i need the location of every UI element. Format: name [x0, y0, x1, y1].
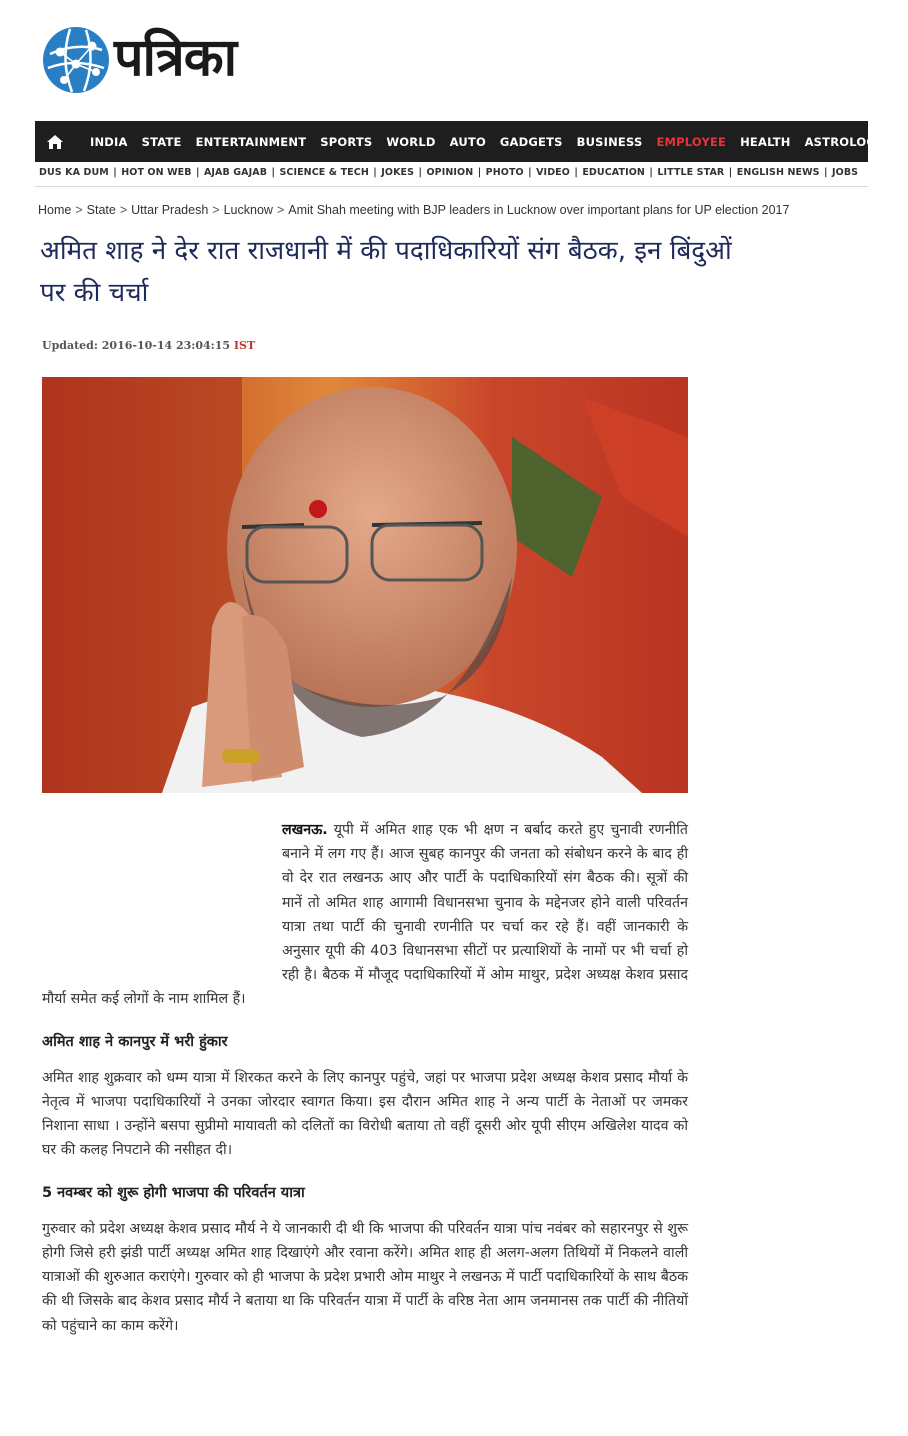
nav-item-entertainment[interactable]: ENTERTAINMENT [195, 134, 307, 149]
nav-item-sports[interactable]: SPORTS [320, 134, 373, 149]
breadcrumb: Home > State > Uttar Pradesh > Lucknow > Amit Shah meeting with BJP leaders in Lucknow over important plans for UP election 2017 [38, 203, 790, 217]
subnav-item-photo[interactable]: PHOTO [485, 167, 524, 178]
subnav-item-ajab-gajab[interactable]: AJAB GAJAB [203, 167, 268, 178]
nav-item-employee[interactable]: EMPLOYEE [656, 134, 727, 149]
subnav-item-english-news[interactable]: ENGLISH NEWS [736, 167, 820, 178]
dateline: लखनऊ. [282, 822, 328, 838]
subnav-item-little-star[interactable]: LITTLE STAR [657, 167, 725, 178]
nav-item-india[interactable]: INDIA [90, 134, 128, 149]
article-hero-image [42, 377, 688, 793]
subnav-item-education[interactable]: EDUCATION [582, 167, 645, 178]
breadcrumb-uttar-pradesh[interactable]: Uttar Pradesh [131, 203, 209, 217]
main-nav [35, 121, 885, 162]
lead-text: यूपी में अमित शाह एक भी क्षण न बर्बाद करते हुए चुनावी रणनीति बनाने में लग गए हैं। आज सुबह कानपुर की जनता को संबोधन करने के बाद ही वो देर रात लखनऊ आए और पार्टी के पदाधिकारियों संग बैठक की। सूत्रों की मानें तो अमित शाह आगामी विधानसभा चुनाव के मद्देनजर होने वाली परिवर्तन यात्रा तथा पार्टी की चुनावी रणनीति पर चर्चा कर रहे हैं। वहीं जानकारी के अनुसार यूपी की 403 विधानसभा सीटों पर प्रत्याशियों के नामों पर भी चर्चा हो रही है। बैठक में मौजूद पदाधिकारियों में ओम माथुर, प्रदेश अध्यक्ष केशव प्रसाद मौर्या समेत कई लोगों के नाम शामिल हैं। [42, 822, 688, 1008]
paragraph-kanpur: अमित शाह शुक्रवार को धम्म यात्रा में शिरकत करने के लिए कानपुर पहुंचे, जहां पर भाजपा प्रदेश अध्यक्ष केशव प्रसाद मौर्या के नेतृत्व में भाजपा पदाधिकारियों ने उनका जोरदार स्वागत किया। इस दौरान अमित शाह ने अन्य पार्टी के नेताओं पर जमकर निशाना साधा । उन्होंने बसपा सुप्रीमो मायावती को दलितों का विरोधी बताया तो वहीं दूसरी ओर यूपी सीएम अखिलेश यादव को घर की कलह निपटाने की नसीहत दी। [42, 1069, 688, 1159]
hero-photo [42, 377, 688, 793]
nav-item-state[interactable]: STATE [141, 134, 182, 149]
nav-item-gadgets[interactable]: GADGETS [499, 134, 563, 149]
site-logo[interactable] [40, 24, 300, 96]
subnav-item-dus-ka-dum[interactable]: DUS KA DUM [39, 167, 109, 178]
home-icon [46, 134, 64, 150]
breadcrumb-state[interactable]: State [86, 203, 116, 217]
breadcrumb-current: Amit Shah meeting with BJP leaders in Lucknow over important plans for UP election 2017 [288, 203, 790, 217]
paragraph-yatra: गुरुवार को प्रदेश अध्यक्ष केशव प्रसाद मौर्य ने ये जानकारी दी थी कि भाजपा की परिवर्तन यात्रा पांच नवंबर को सहारनपुर से शुरू होगी जिसे हरी झंडी पार्टी अध्यक्ष अमित शाह दिखाएंगे और रवाना करेंगे। अमित शाह ही अलग-अलग तिथियों में निकलने वाली यात्राओं की शुरुआत कराएंगे। गुरुवार को ही भाजपा के प्रदेश प्रभारी ओम माथुर ने लखनऊ में पार्टी पदाधिकारियों के साथ बैठक की थी जिसके बाद केशव प्रसाद मौर्य ने बताया था कि परिवर्तन यात्रा में पार्टी के वरिष्ठ नेता आम जनमानस तक पार्टी की नीतियों को पहुंचाने का काम करेंगे। [42, 1220, 688, 1334]
timezone: IST [233, 339, 256, 352]
article-headline: अमित शाह ने देर रात राजधानी में की पदाधिकारियों संग बैठक, इन बिंदुओं पर की चर्चा [40, 236, 732, 308]
subheading-kanpur: अमित शाह ने कानपुर में भरी हुंकार [42, 1033, 228, 1050]
nav-home[interactable] [35, 121, 75, 162]
nav-item-astrology[interactable]: ASTROLOGY [804, 134, 885, 149]
sub-nav: DUS KA DUM | HOT ON WEB | AJAB GAJAB | SCIENCE & TECH | JOKES | OPINION | PHOTO | VIDEO | EDUCATION | LITTLE STAR | ENGLISH NEWS | JOBS [35, 164, 868, 187]
globe-icon [40, 24, 112, 96]
logo-wordmark: पत्रिका [114, 28, 237, 88]
updated-value: 2016-10-14 23:04:15 [101, 339, 231, 352]
updated-timestamp [42, 339, 255, 352]
subnav-item-video[interactable]: VIDEO [536, 167, 570, 178]
subnav-item-opinion[interactable]: OPINION [426, 167, 474, 178]
subnav-item-jokes[interactable]: JOKES [381, 167, 415, 178]
subnav-item-hot-on-web[interactable]: HOT ON WEB [121, 167, 192, 178]
breadcrumb-lucknow[interactable]: Lucknow [223, 203, 273, 217]
nav-item-health[interactable]: HEALTH [740, 134, 791, 149]
subnav-item-jobs[interactable]: JOBS [832, 167, 859, 178]
updated-label: Updated: [42, 339, 98, 352]
nav-item-auto[interactable]: AUTO [449, 134, 486, 149]
article-body [42, 818, 688, 1338]
subheading-yatra: 5 नवम्बर को शुरू होगी भाजपा की परिवर्तन यात्रा [42, 1184, 305, 1201]
subnav-item-science-tech[interactable]: SCIENCE & TECH [279, 167, 369, 178]
nav-item-world[interactable]: WORLD [386, 134, 436, 149]
nav-items [83, 121, 891, 162]
nav-item-business[interactable]: BUSINESS [576, 134, 643, 149]
breadcrumb-home[interactable]: Home [38, 203, 72, 217]
